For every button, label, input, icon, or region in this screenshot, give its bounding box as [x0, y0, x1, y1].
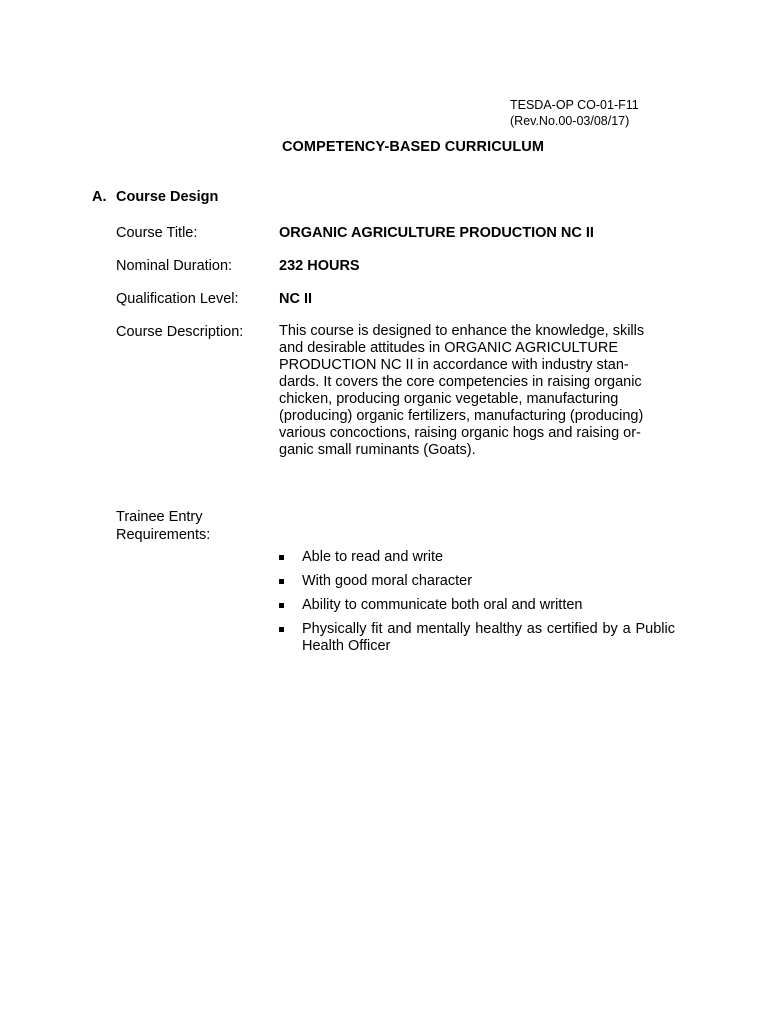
square-bullet-icon: [279, 627, 284, 632]
course-description-text: [279, 323, 679, 459]
description-line: dards. It covers the core competencies in raising organic: [279, 374, 642, 390]
course-title-label: Course Title:: [116, 225, 198, 241]
section-title: Course Design: [116, 189, 219, 205]
document-code: TESDA-OP CO-01-F11: [510, 98, 639, 112]
page-title: COMPETENCY-BASED CURRICULUM: [281, 139, 545, 155]
list-item: [279, 597, 675, 614]
description-line: PRODUCTION NC II in accordance with industry stan-: [279, 357, 629, 373]
square-bullet-icon: [279, 603, 284, 608]
requirement-text: Physically fit and mentally healthy as certified by a Public Health Officer: [302, 621, 675, 654]
square-bullet-icon: [279, 555, 284, 560]
qualification-level-value: NC II: [279, 291, 313, 307]
description-line: and desirable attitudes in ORGANIC AGRICULTURE: [279, 340, 619, 356]
description-line: ganic small ruminants (Goats).: [279, 442, 476, 458]
nominal-duration-value: 232 HOURS: [279, 258, 360, 274]
description-line: This course is designed to enhance the knowledge, skills: [279, 323, 645, 339]
requirement-text: Ability to communicate both oral and written: [302, 597, 583, 613]
description-line: (producing) organic fertilizers, manufacturing (producing): [279, 408, 644, 424]
qualification-level-label: Qualification Level:: [116, 291, 239, 307]
requirement-text: With good moral character: [302, 573, 473, 589]
requirements-list: [279, 549, 675, 662]
square-bullet-icon: [279, 579, 284, 584]
course-description-label: Course Description:: [116, 324, 244, 340]
list-item: [279, 549, 675, 566]
revision-number: (Rev.No.00-03/08/17): [510, 114, 630, 128]
trainee-entry-label: [116, 508, 210, 544]
nominal-duration-label: Nominal Duration:: [116, 258, 233, 274]
section-letter: A.: [92, 189, 107, 205]
description-line: various concoctions, raising organic hogs and raising or-: [279, 425, 641, 441]
list-item: [279, 621, 675, 655]
trainee-entry-label-line: Requirements:: [116, 527, 211, 543]
list-item: [279, 573, 675, 590]
trainee-entry-label-line: Trainee Entry: [116, 509, 203, 525]
document-code-block: [510, 97, 639, 129]
course-title-value: ORGANIC AGRICULTURE PRODUCTION NC II: [279, 225, 594, 241]
description-line: chicken, producing organic vegetable, manufacturing: [279, 391, 619, 407]
requirement-text: Able to read and write: [302, 549, 444, 565]
